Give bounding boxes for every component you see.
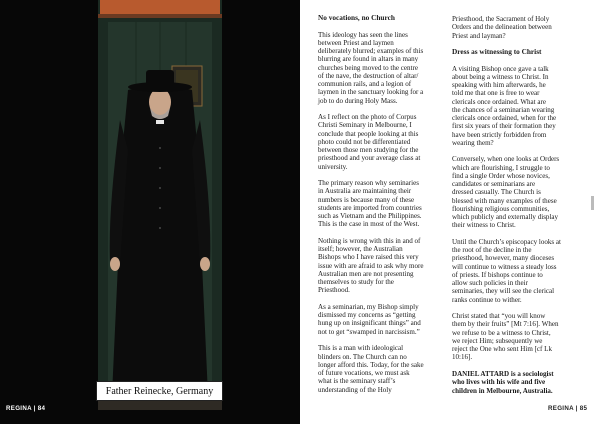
text-line: dressed casually. The Church is [452,188,541,197]
paragraph [318,303,445,336]
text-line: have been strictly forbidden from [452,130,547,139]
section-heading-vocations: No vocations, no Church [318,13,395,22]
text-line: The primary reason why seminaries [318,179,419,188]
text-line: such as Vietnam and the Philippines. [318,212,422,221]
page-edge-mark [591,196,594,210]
text-line: them by their fruits” [Mt 7:16]. When [452,320,559,329]
text-line: students are imported from countries [318,203,422,212]
text-line: of future vocations, we must ask [318,369,410,378]
text-line: Bishops who I have raised this very [318,253,419,262]
column-2-body [452,65,579,362]
text-line: blurring are found in altars in many [318,55,419,64]
text-line: which publicly and externally display [452,213,559,222]
text-line: Christ stated that “you will know [452,312,546,321]
text-line: understanding of the Holy [318,385,392,394]
text-line: This is the case in most of the West. [318,220,420,229]
text-line: university. [318,162,348,171]
text-line: A visiting Bishop once gave a talk [452,64,549,73]
text-line: As a seminarian, my Bishop simply [318,302,419,311]
text-line: DANIEL ATTARD is a sociologist [452,370,554,379]
text-line: Nothing is wrong with this in and of [318,236,421,245]
paragraph [452,238,579,304]
section-heading-dress: Dress as witnessing to Christ [452,47,542,57]
text-line: seminaries, they will see the clerical [452,287,555,296]
text-line: wearing them? [452,138,494,147]
paragraph [452,155,579,229]
text-line: what is the seminary staff’s [318,377,396,386]
text-line: find a single Order whose novices, [452,171,550,180]
text-line: Orders and the delineation between [452,23,552,32]
text-line: dismissed my concerns as “getting [318,311,416,320]
text-line: which are flourishing, I struggle to [452,163,550,172]
text-line: of priests. If bishops continue to [452,270,543,279]
text-line: As I reflect on the photo of Corpus [318,113,417,122]
paragraph [318,31,445,105]
text-line: Until the Church’s episcopacy looks at [452,237,562,246]
text-line: Conversely, when one looks at Orders [452,155,560,164]
paragraph [452,15,579,40]
text-line: churches being moved to the centre [318,63,418,72]
text-line: conclude that people looking at this [318,129,419,138]
page-number-left: REGINA | 84 [6,405,46,412]
text-line: reject the One who sent Him [cf Lk [452,345,552,354]
priest-photo [98,0,222,410]
author-bio [452,370,579,395]
text-line: issue with are afraid to ask why more [318,261,424,270]
text-line: laymen in the sanctuary looking for a [318,88,424,97]
text-line: Christi Seminary in Melbourne, I [318,121,412,130]
text-line: ranks continue to wither. [452,295,522,304]
paragraph [318,113,445,171]
text-line: job to do during Holy Mass. [318,96,398,105]
text-line: 10:16]. [452,353,473,362]
text-line: Australian men are not presenting [318,269,414,278]
text-line: themselves to study for the [318,278,394,287]
text-line: will continue to witness a steady loss [452,262,557,271]
text-line: who lives with his wife and five [452,378,546,387]
text-line: clericals once ordained, when for the [452,114,557,123]
paragraph [318,237,445,295]
article-column-2 [452,15,579,403]
text-line: first six years of their formation they [452,122,556,131]
text-line: between those men studying for the [318,146,419,155]
text-line: clericals once ordained. What are [452,97,546,106]
text-line: not to get “swamped in narcissism.” [318,327,420,336]
paragraph [318,344,445,394]
text-line: their witness to Christ. [452,221,516,230]
text-line: communion rails, and a legion of [318,80,412,89]
text-line: deliberately blurred; examples of this [318,47,424,56]
text-line: longer afford this. Today, for the sake [318,360,424,369]
text-line: blinders on. The Church can no [318,352,407,361]
text-line: in Australia are maintaining their [318,187,412,196]
text-line: allow such policies in their [452,279,528,288]
text-line: hung up on insignificant things” and [318,319,421,328]
text-line: itself; however, the Australian [318,245,403,254]
column-1-body [318,31,445,394]
text-line: speaking with him afterwards, he [452,81,546,90]
text-line: about being a witness to Christ. In [452,72,549,81]
text-line: priesthood, however, many dioceses [452,254,555,263]
text-line: flourishing religious communities, [452,204,550,213]
text-line: Priesthood. [318,286,350,295]
photo-caption: Father Reinecke, Germany [105,385,214,397]
text-line: between Priest and laymen [318,38,394,47]
article-column-1 [318,14,445,402]
text-line: children in Melbourne, Australia. [452,386,553,395]
paragraph [452,312,579,362]
text-line: candidates or seminarians are [452,180,536,189]
text-line: numbers is because many of these [318,195,415,204]
text-line: This ideology has seen the lines [318,30,408,39]
paragraph [318,179,445,229]
text-line: This is a man with ideological [318,344,404,353]
text-line: of the nave, the destruction of altar/ [318,71,419,80]
text-line: the chances of a seminarian wearing [452,105,555,114]
text-line: the root of the decline in the [452,246,532,255]
text-line: we reject Him; subsequently we [452,336,543,345]
paragraph [452,65,579,148]
text-line: Priesthood, the Sacrament of Holy [452,15,550,23]
text-line: priesthood and your average class at [318,154,421,163]
text-line: we refuse to be a witness to Christ, [452,328,551,337]
page-number-right: REGINA | 85 [548,405,588,412]
photo-caption-box [96,381,223,401]
text-line: told me that one is free to wear [452,89,540,98]
text-line: photo could not be differentiated [318,137,411,146]
text-line: blessed with many examples of these [452,196,557,205]
text-line: Priest and layman? [452,31,506,40]
